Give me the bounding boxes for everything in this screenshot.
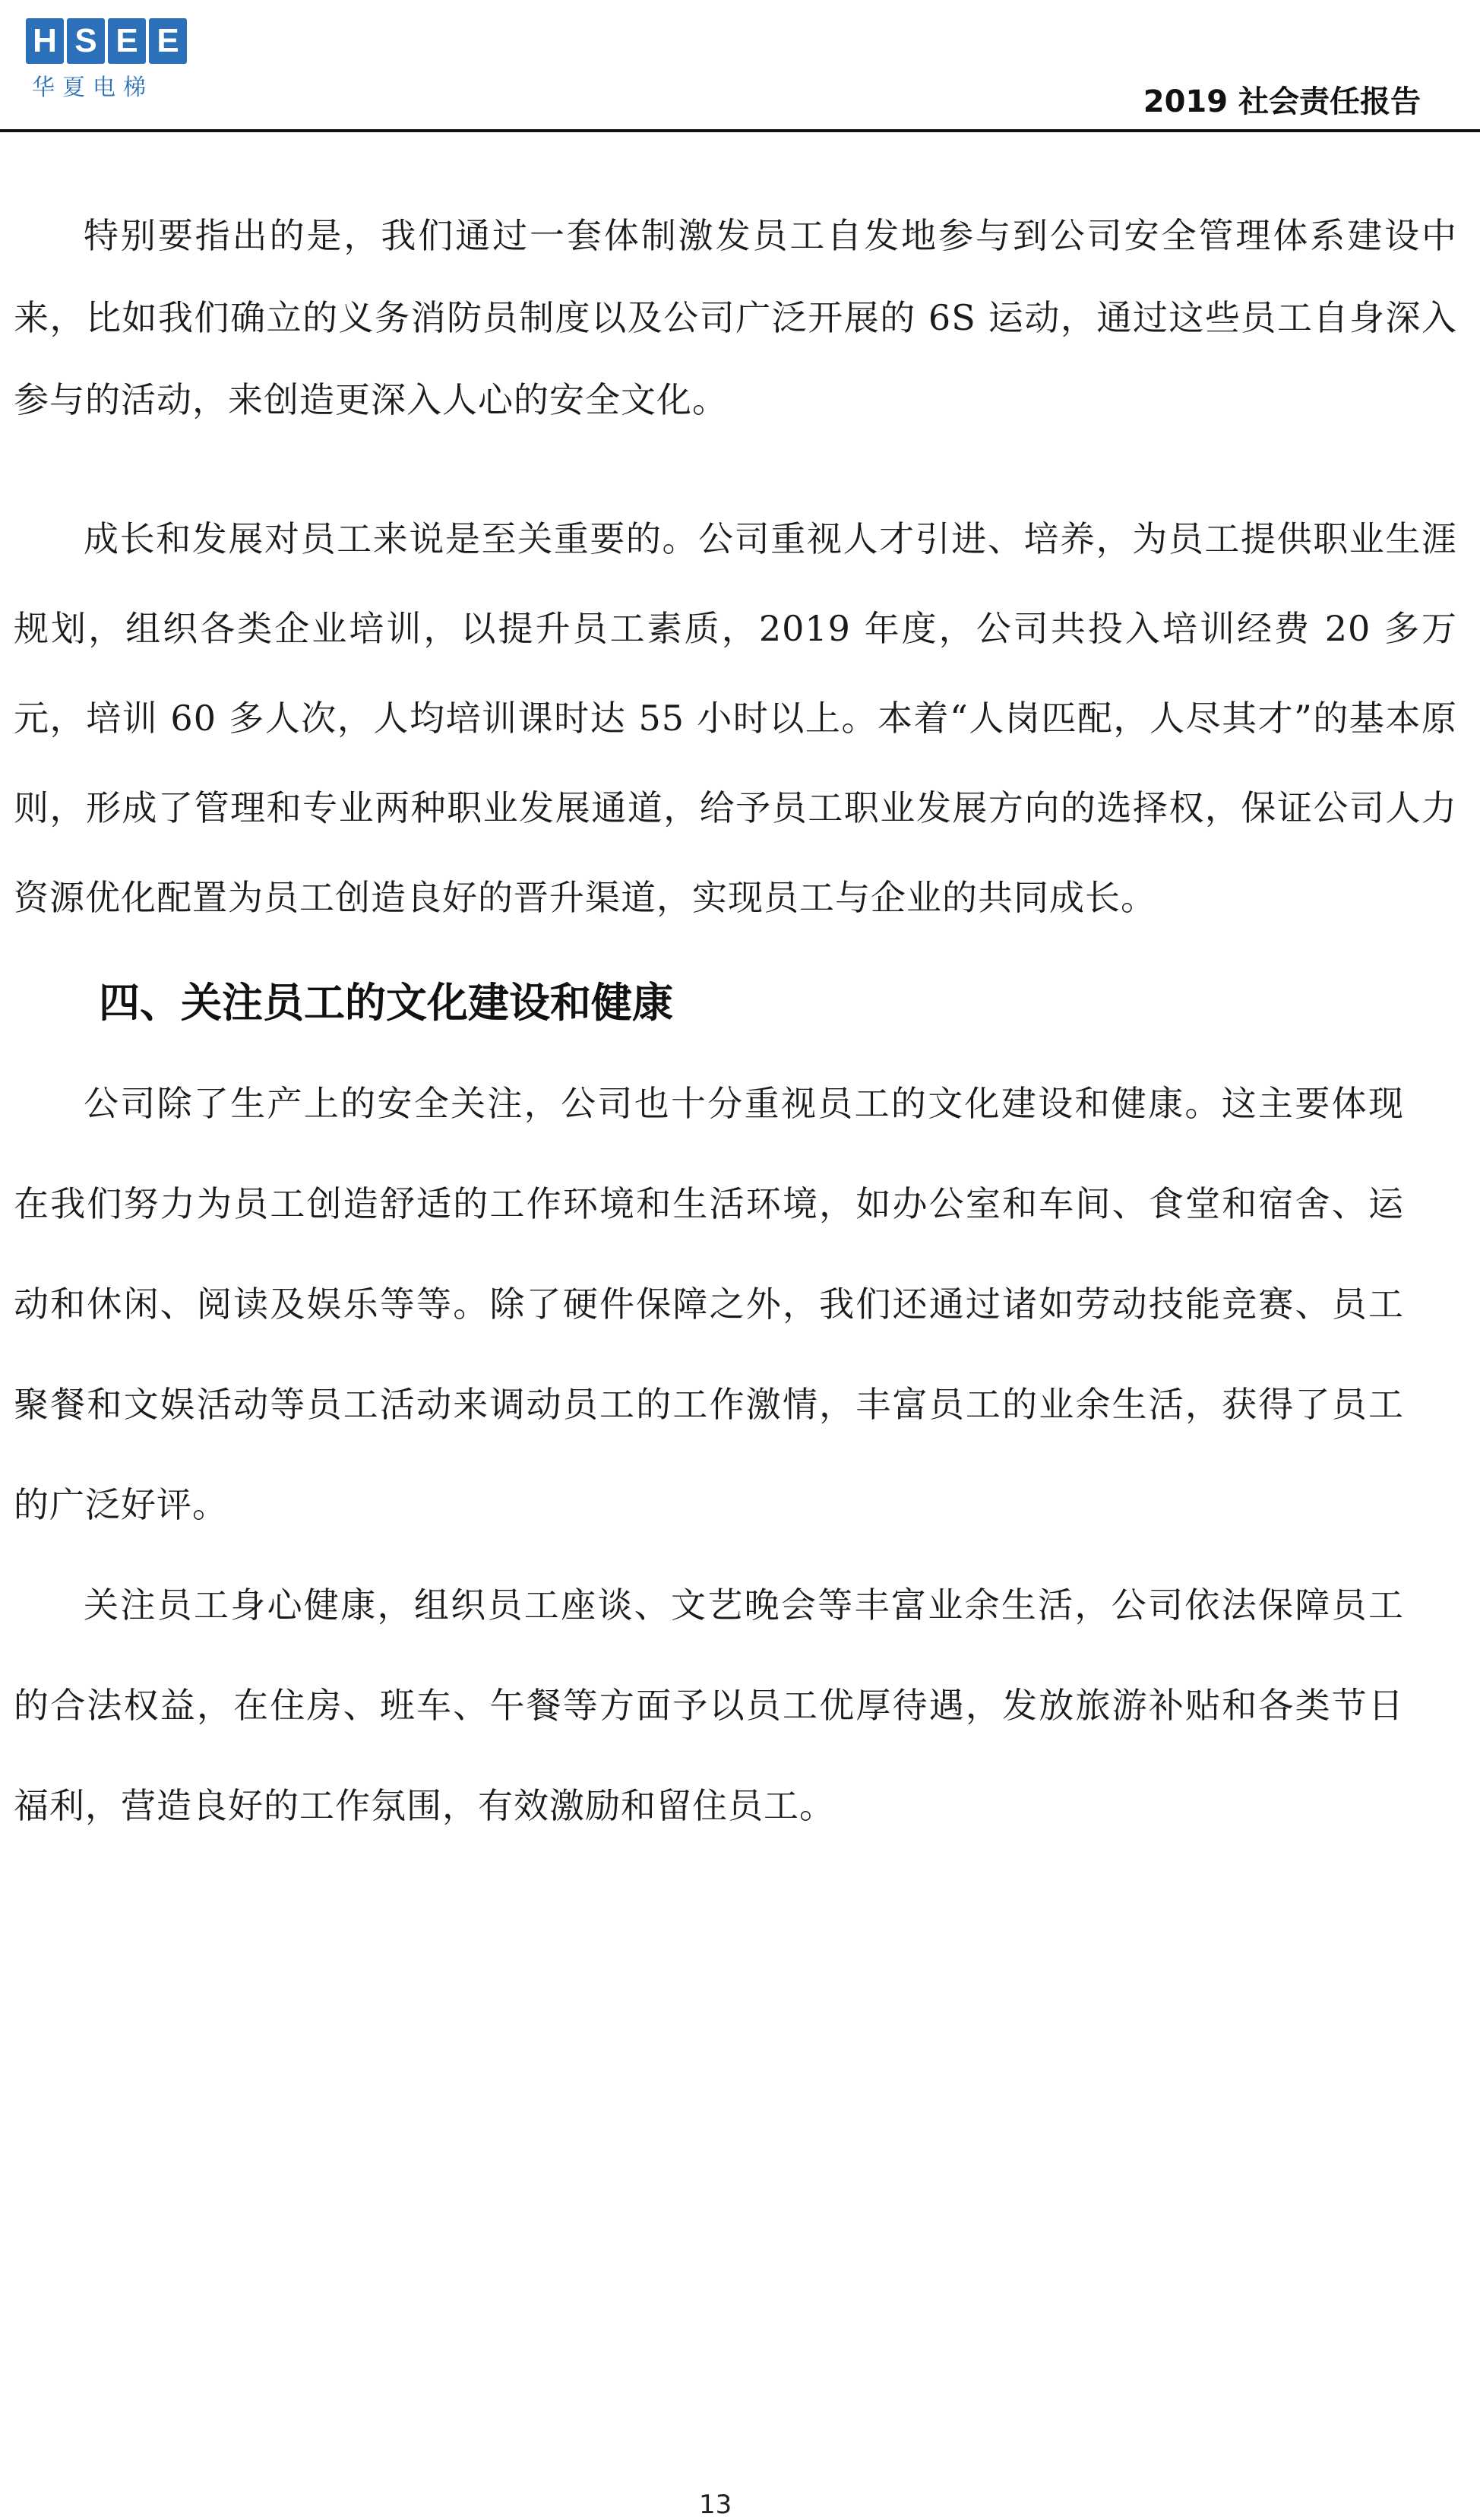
header-divider <box>0 129 1480 132</box>
page-content <box>14 195 1457 1856</box>
paragraph-growth-development: 成长和发展对员工来说是至关重要的。公司重视人才引进、培养，为员工提供职业生涯规划，组织各类企业培训，以提升员工素质，2019 年度，公司共投入培训经费 20 多万元，培训 60 多人次，人均培训课时达 55 小时以上。本着“人岗匹配，人尽其才”的基本原则，形成了管理和专业两种职业发展通道，给予员工职业发展方向的选择权，保证公司人力资源优化配置为员工创造良好的晋升渠道，实现员工与企业的共同成长。 <box>14 518 1457 918</box>
logo-letter: H <box>26 18 64 64</box>
company-logo <box>26 18 188 102</box>
logo-letter: E <box>108 18 146 64</box>
paragraph-safety-culture: 特别要指出的是，我们通过一套体制激发员工自发地参与到公司安全管理体系建设中来，比如我们确立的义务消防员制度以及公司广泛开展的 6S 运动，通过这些员工自身深入参与的活动，来创造更深入人心的安全文化。 <box>14 215 1457 420</box>
logo-letter: S <box>67 18 105 64</box>
page-number: 13 <box>699 2490 732 2520</box>
report-title: 2019 社会责任报告 <box>1143 84 1421 119</box>
page-header <box>0 0 1480 134</box>
logo-chinese-name: 华夏电梯 <box>32 74 153 101</box>
logo-letter-blocks <box>26 18 188 64</box>
paragraph-culture-health: 公司除了生产上的安全关注，公司也十分重视员工的文化建设和健康。这主要体现在我们努力为员工创造舒适的工作环境和生活环境，如办公室和车间、食堂和宿舍、运动和休闲、阅读及娱乐等等。除了硬件保障之外，我们还通过诸如劳动技能竞赛、员工聚餐和文娱活动等员工活动来调动员工的工作激情，丰富员工的业余生活，获得了员工的广泛好评。 <box>14 1083 1404 1525</box>
paragraph-employee-wellbeing: 关注员工身心健康，组织员工座谈、文艺晚会等丰富业余生活，公司依法保障员工的合法权益，在住房、班车、午餐等方面予以员工优厚待遇，发放旅游补贴和各类节日福利，营造良好的工作氛围，有效激励和留住员工。 <box>14 1584 1404 1826</box>
section-heading: 四、关注员工的文化建设和健康 <box>99 979 673 1027</box>
logo-letter: E <box>149 18 187 64</box>
